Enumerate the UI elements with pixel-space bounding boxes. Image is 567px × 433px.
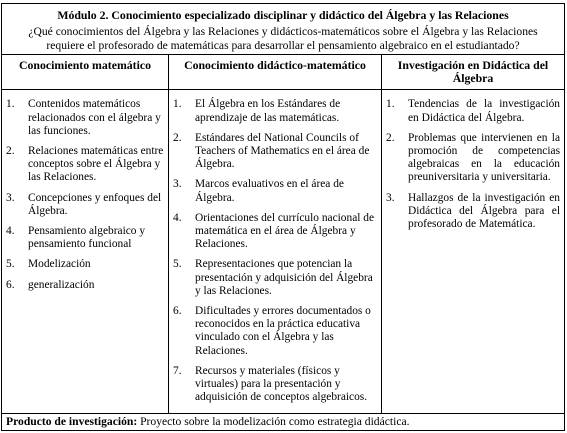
list-item: 5. Representaciones que potencian la presentación y adquisición del Álgebra y las Relaciones. (173, 258, 373, 297)
list-item: 1. El Álgebra en los Estándares de aprendizaje de las matemáticas. (173, 98, 341, 124)
list-item: 4. Orientaciones del currículo nacional de matemática en el área de Álgebra y Relaciones. (173, 211, 375, 251)
list-item: 3. Concepciones y enfoques del Álgebra. (6, 191, 162, 217)
research-product-label: Producto de investigación: (6, 415, 138, 429)
list-item: 7. Recursos y materiales (físicos y virtuales) para la presentación y adquisición de conceptos algebraicos. (173, 364, 368, 404)
list-item: 1. Contenidos matemáticos relacionados con el álgebra y las funciones. (6, 98, 161, 137)
module-title: Módulo 2. Conocimiento especializado disciplinar y didáctico del Álgebra y las Relaciones (57, 8, 509, 22)
column-header-mathematical-knowledge: Conocimiento matemático (2, 55, 169, 90)
footer-row (2, 414, 565, 430)
column-header-research: Investigación en Didáctica del Álgebra (382, 55, 565, 90)
didactic-knowledge-list (169, 90, 381, 413)
list-item: 6. Dificultades y errores documentados o reconocidos en la práctica educativa vinculado con el Álgebra y las Relaciones. (173, 305, 371, 357)
didactic-knowledge-cell (169, 90, 382, 414)
mathematical-knowledge-cell (2, 90, 169, 414)
research-product-cell (2, 414, 565, 430)
list-item: 5. Modelización (6, 258, 91, 271)
column-header-didactic-knowledge: Conocimiento didáctico-matemático (169, 55, 382, 90)
list-item: 2. Relaciones matemáticas entre conceptos sobre el Álgebra y las Relaciones. (6, 145, 164, 184)
research-product-text: Proyecto sobre la modelización como estrategia didáctica. (137, 415, 410, 429)
title-row (2, 4, 565, 55)
module-table (1, 3, 565, 431)
list-item: 2. Estándares del National Councils of Teachers of Mathematics en el área de Álgebra. (173, 131, 370, 171)
list-item: 4. Pensamiento algebraico y pensamiento funcional (6, 225, 146, 251)
mathematical-knowledge-list (2, 90, 168, 300)
content-row (2, 90, 565, 414)
list-item: 2. Problemas que intervienen en la promoción de competencias algebraicas en la educación preuniversitaria y universitaria. (386, 131, 561, 184)
list-item: 3. Hallazgos de la investigación en Didáctica del Álgebra para el profesorado de Matemática. (386, 191, 561, 231)
research-list (382, 90, 564, 240)
guiding-question: ¿Qué conocimientos del Álgebra y las Relaciones y didácticos-matemáticos sobre el Álgebra y las Relaciones requiere el profesorado de matemáticas para desarrollar el pensamiento algebraico en el estudiantado? (28, 25, 538, 52)
list-item: 3. Marcos evaluativos en el área de Álgebra. (173, 178, 344, 204)
list-item: 1. Tendencias de la investigación en Didáctica del Álgebra. (386, 98, 561, 124)
header-row (2, 55, 565, 90)
title-cell (2, 4, 565, 55)
research-cell (382, 90, 565, 414)
list-item: 6. generalización (6, 278, 95, 291)
